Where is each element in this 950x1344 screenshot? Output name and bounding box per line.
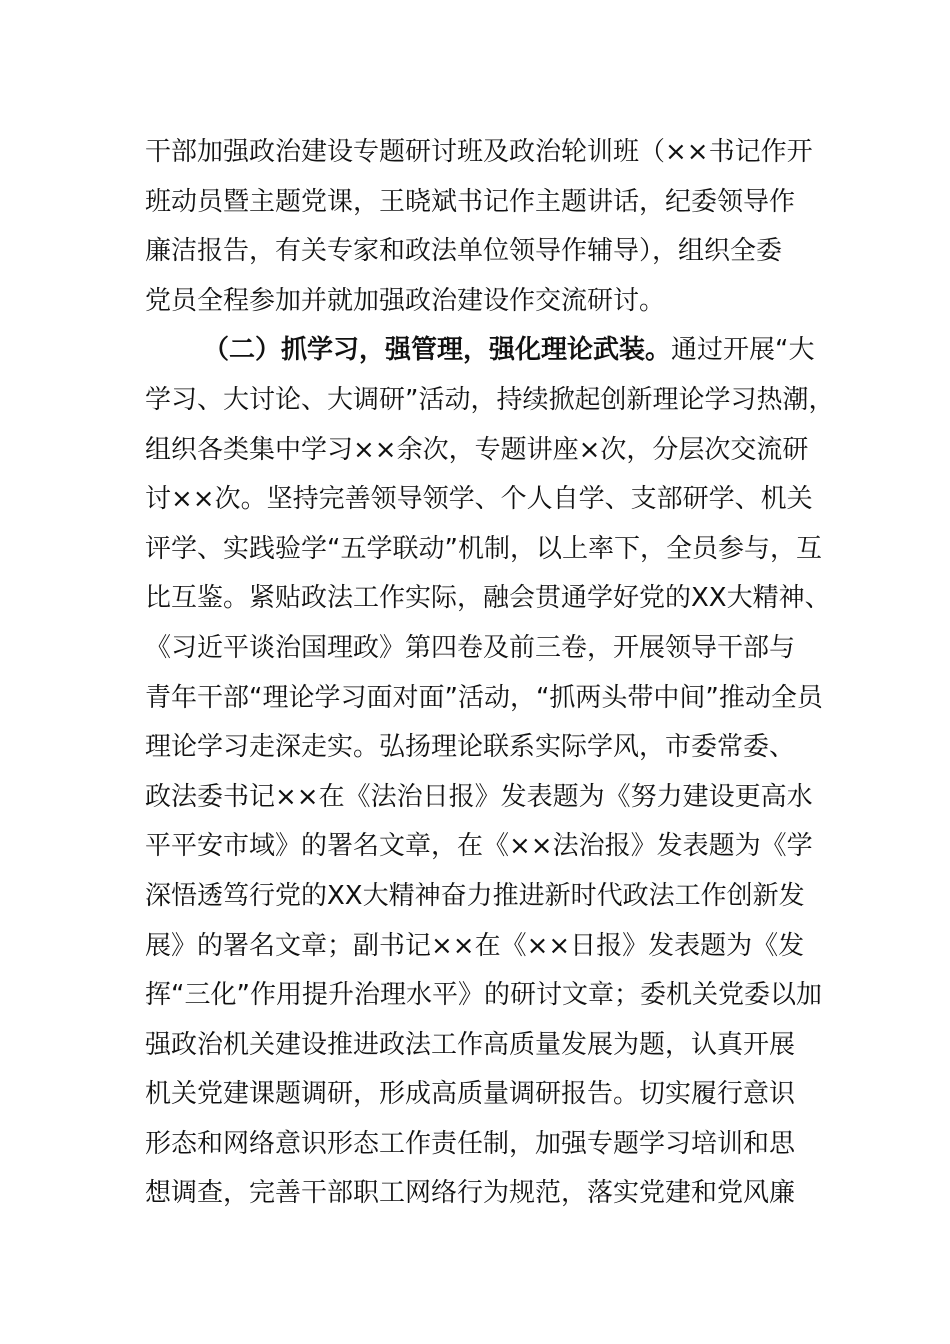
text-line: 挥“三化”作用提升治理水平》的研讨文章；委机关党委以加 [145, 980, 822, 1011]
text-line: 理论学习走深走实。弘扬理论联系实际学风，市委常委、 [145, 732, 796, 763]
section-heading: （二）抓学习，强管理，强化理论武装。 [203, 335, 672, 366]
text-line: 平平安市域》的署名文章，在《××法治报》发表题为《学 [145, 831, 813, 862]
text-line: 展》的署名文章；副书记××在《××日报》发表题为《发 [145, 930, 805, 961]
text-line: 想调查，完善干部职工网络行为规范，落实党建和党风廉 [145, 1178, 796, 1209]
text-line: 廉洁报告，有关专家和政法单位领导作辅导），组织全委 [145, 236, 783, 267]
text-line: 机关党建课题调研，形成高质量调研报告。切实履行意识 [145, 1079, 796, 1110]
text-line: 形态和网络意识形态工作责任制，加强专题学习培训和思 [145, 1128, 796, 1159]
document-body [145, 128, 835, 1219]
text-line: 讨××次。坚持完善领导领学、个人自学、支部研学、机关 [145, 484, 813, 515]
section-heading-continuation: 通过开展“大 [671, 335, 815, 366]
text-line: 《习近平谈治国理政》第四卷及前三卷，开展领导干部与 [145, 632, 796, 663]
text-line: 政法委书记××在《法治日报》发表题为《努力建设更高水 [145, 781, 813, 812]
section-heading-line [145, 326, 815, 376]
text-line: 深悟透笃行党的XX大精神奋力推进新时代政法工作创新发 [145, 880, 805, 911]
text-line: 干部加强政治建设专题研讨班及政治轮训班（××书记作开 [145, 137, 813, 167]
text-line: 强政治机关建设推进政法工作高质量发展为题，认真开展 [145, 1029, 796, 1060]
text-line: 党员全程参加并就加强政治建设作交流研讨。 [145, 285, 666, 316]
text-line: 组织各类集中学习××余次，专题讲座×次，分层次交流研 [145, 434, 809, 465]
text-line: 班动员暨主题党课，王晓斌书记作主题讲话，纪委领导作 [145, 186, 796, 217]
text-line: 评学、实践验学“五学联动”机制，以上率下，全员参与，互 [145, 533, 822, 564]
text-line: 比互鉴。紧贴政法工作实际，融会贯通学好党的XX大精神、 [145, 583, 831, 614]
text-line: 青年干部“理论学习面对面”活动，“抓两头带中间”推动全员 [145, 682, 823, 713]
text-line: 学习、大讨论、大调研”活动，持续掀起创新理论学习热潮， [145, 384, 835, 415]
